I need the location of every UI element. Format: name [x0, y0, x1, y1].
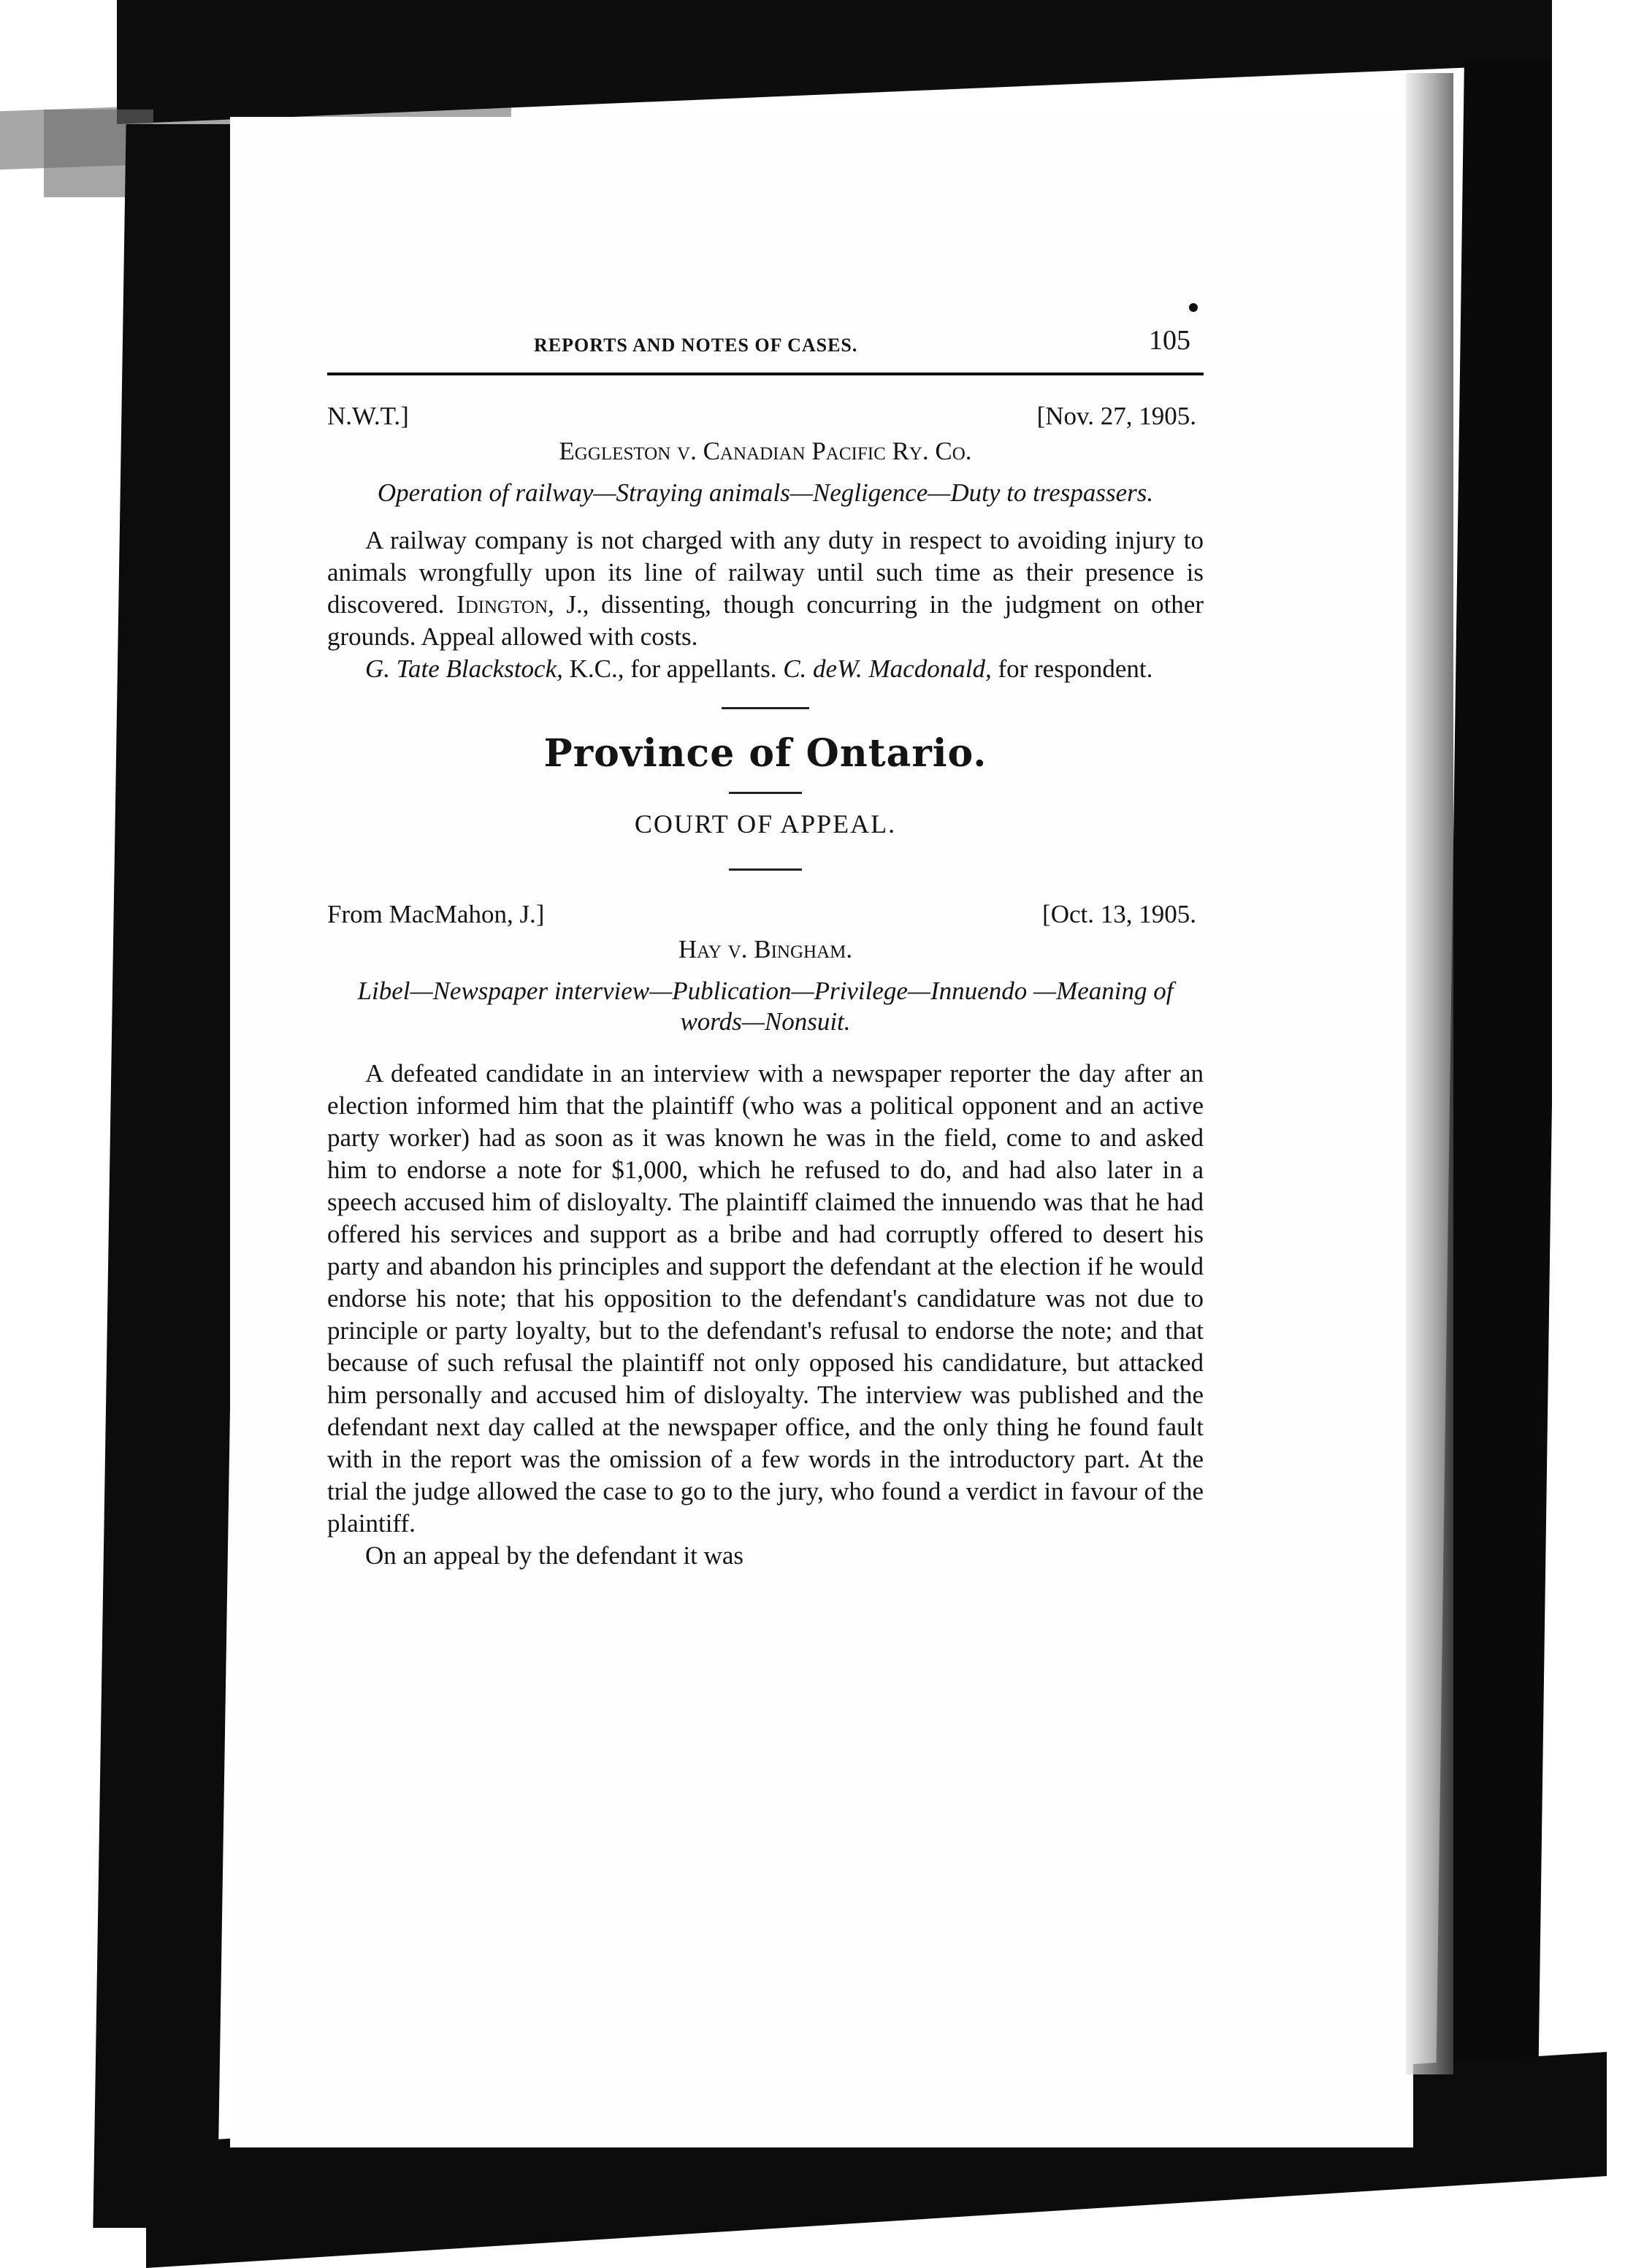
divider	[729, 868, 802, 871]
running-head-title: REPORTS AND NOTES OF CASES.	[534, 335, 858, 356]
province-heading: Province of Ontario.	[543, 731, 987, 776]
case1-counsel1-name: G. Tate Blackstock,	[365, 654, 563, 683]
case1-summary-b: dissenting, though concurring in the judgment on other grounds. Appeal allowed with costs.	[327, 590, 1204, 651]
case1-title: Eggleston v. Canadian Pacific Ry. Co.	[559, 437, 972, 465]
case1-date: [Nov. 27, 1905.	[1036, 402, 1196, 430]
court-heading: COURT OF APPEAL.	[634, 809, 897, 839]
case1-counsel1-rest: K.C., for appellants.	[569, 654, 777, 683]
case1-summary	[327, 524, 1204, 653]
case1-counsel2-rest: for respondent.	[998, 654, 1153, 683]
case1-counsel	[327, 653, 1204, 685]
case1-header	[327, 402, 1204, 440]
ink-speck	[1189, 303, 1198, 312]
divider	[729, 792, 802, 794]
scan-border-right	[1435, 58, 1567, 2147]
scan-margin-right	[1552, 0, 1644, 2248]
case1-summary-a: A railway company is not charged with any duty in respect to avoiding injury to animals wrongfully upon its line of railway until such time as their presence is discovered.	[327, 526, 1204, 619]
scan-border-left	[93, 124, 250, 2228]
case2-paragraph: A defeated candidate in an interview with a newspaper reporter the day after an election informed him that the plaintiff (who was a political opponent and an active party worker) had as soon as it was known he was in the field, come to and asked him to endorse a note for $1,000, which he refused to do, and had also later in a speech accused him of disloyalty. The plaintiff claimed the innuendo was that he had offered his services and support as a bribe and had corruptly offered to desert his party and abandon his principles and support the defendant at the election if he would endorse his note; that his opposition to the defendant's candidature was not due to principle or party loyalty, but to the defendant's refusal to endorse the note; and that because of such refusal the plaintiff not only opposed his candidature, but attacked him personally and accused him of disloyalty. The interview was published and the defendant next day called at the newspaper office, and the only thing he found fault with in the report was the omission of a few words in the introductory part. At the trial the judge allowed the case to go to the jury, who found a verdict in favour of the plaintiff.	[327, 1059, 1204, 1538]
running-head	[327, 321, 1204, 375]
scan-border-top	[117, 0, 1621, 124]
case1-jurisdiction: N.W.T.]	[327, 402, 409, 430]
case2-from: From MacMahon, J.]	[327, 900, 545, 928]
case2-header	[327, 900, 1204, 938]
case2-closing: On an appeal by the defendant it was	[365, 1541, 744, 1570]
section-divider	[722, 707, 809, 709]
page-gutter-shadow	[1406, 73, 1453, 2074]
case2-headnote: Libel—Newspaper interview—Publication—Privilege—Innuendo —Meaning of words—Nonsuit.	[357, 977, 1174, 1036]
case1-judge: Idington, J.,	[456, 590, 589, 619]
page-number: 105	[1149, 325, 1190, 356]
case2-title: Hay v. Bingham.	[678, 935, 853, 963]
case1-counsel2-name: C. deW. Macdonald,	[783, 654, 992, 683]
case1-headnote: Operation of railway—Straying animals—Negligence—Duty to trespassers.	[377, 478, 1154, 507]
case2-date: [Oct. 13, 1905.	[1042, 900, 1196, 928]
page-content	[327, 321, 1204, 1572]
